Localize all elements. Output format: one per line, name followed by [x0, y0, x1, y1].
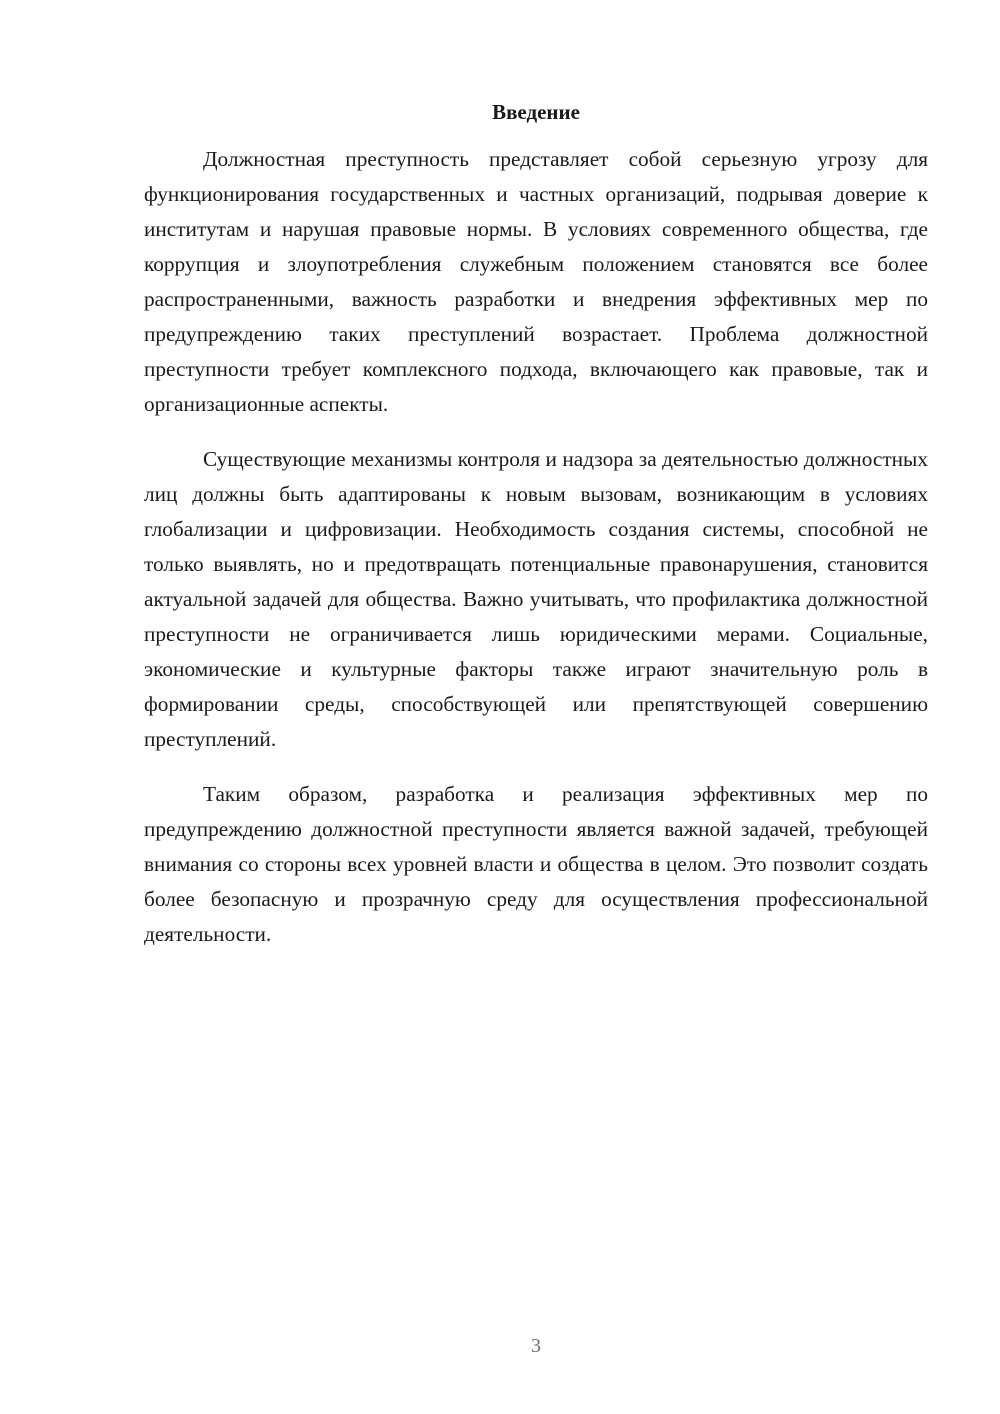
document-body	[144, 142, 928, 952]
paragraph-2: Существующие механизмы контроля и надзора за деятельностью должностных лиц должны быть адаптированы к новым вызовам, возникающим в условиях глобализации и цифровизации. Необходимость создания системы, способной не только выявлять, но и предотвращать потенциальные правонарушения, становится актуальной задачей для общества. Важно учитывать, что профилактика должностной преступности не ограничивается лишь юридическими мерами. Социальные, экономические и культурные факторы также играют значительную роль в формировании среды, способствующей или препятствующей совершению преступлений.	[144, 447, 928, 751]
page-title: Введение	[492, 100, 580, 124]
page-number: 3	[531, 1335, 541, 1357]
paragraph-1: Должностная преступность представляет собой серьезную угрозу для функционирования государственных и частных организаций, подрывая доверие к институтам и нарушая правовые нормы. В условиях современного общества, где коррупция и злоупотребления служебным положением становятся все более распространенными, важность разработки и внедрения эффективных мер по предупреждению таких преступлений возрастает. Проблема должностной преступности требует комплексного подхода, включающего как правовые, так и организационные аспекты.	[144, 147, 928, 416]
paragraph-3: Таким образом, разработка и реализация эффективных мер по предупреждению должностной преступности является важной задачей, требующей внимания со стороны всех уровней власти и общества в целом. Это позволит создать более безопасную и прозрачную среду для осуществления профессиональной деятельности.	[144, 782, 928, 946]
